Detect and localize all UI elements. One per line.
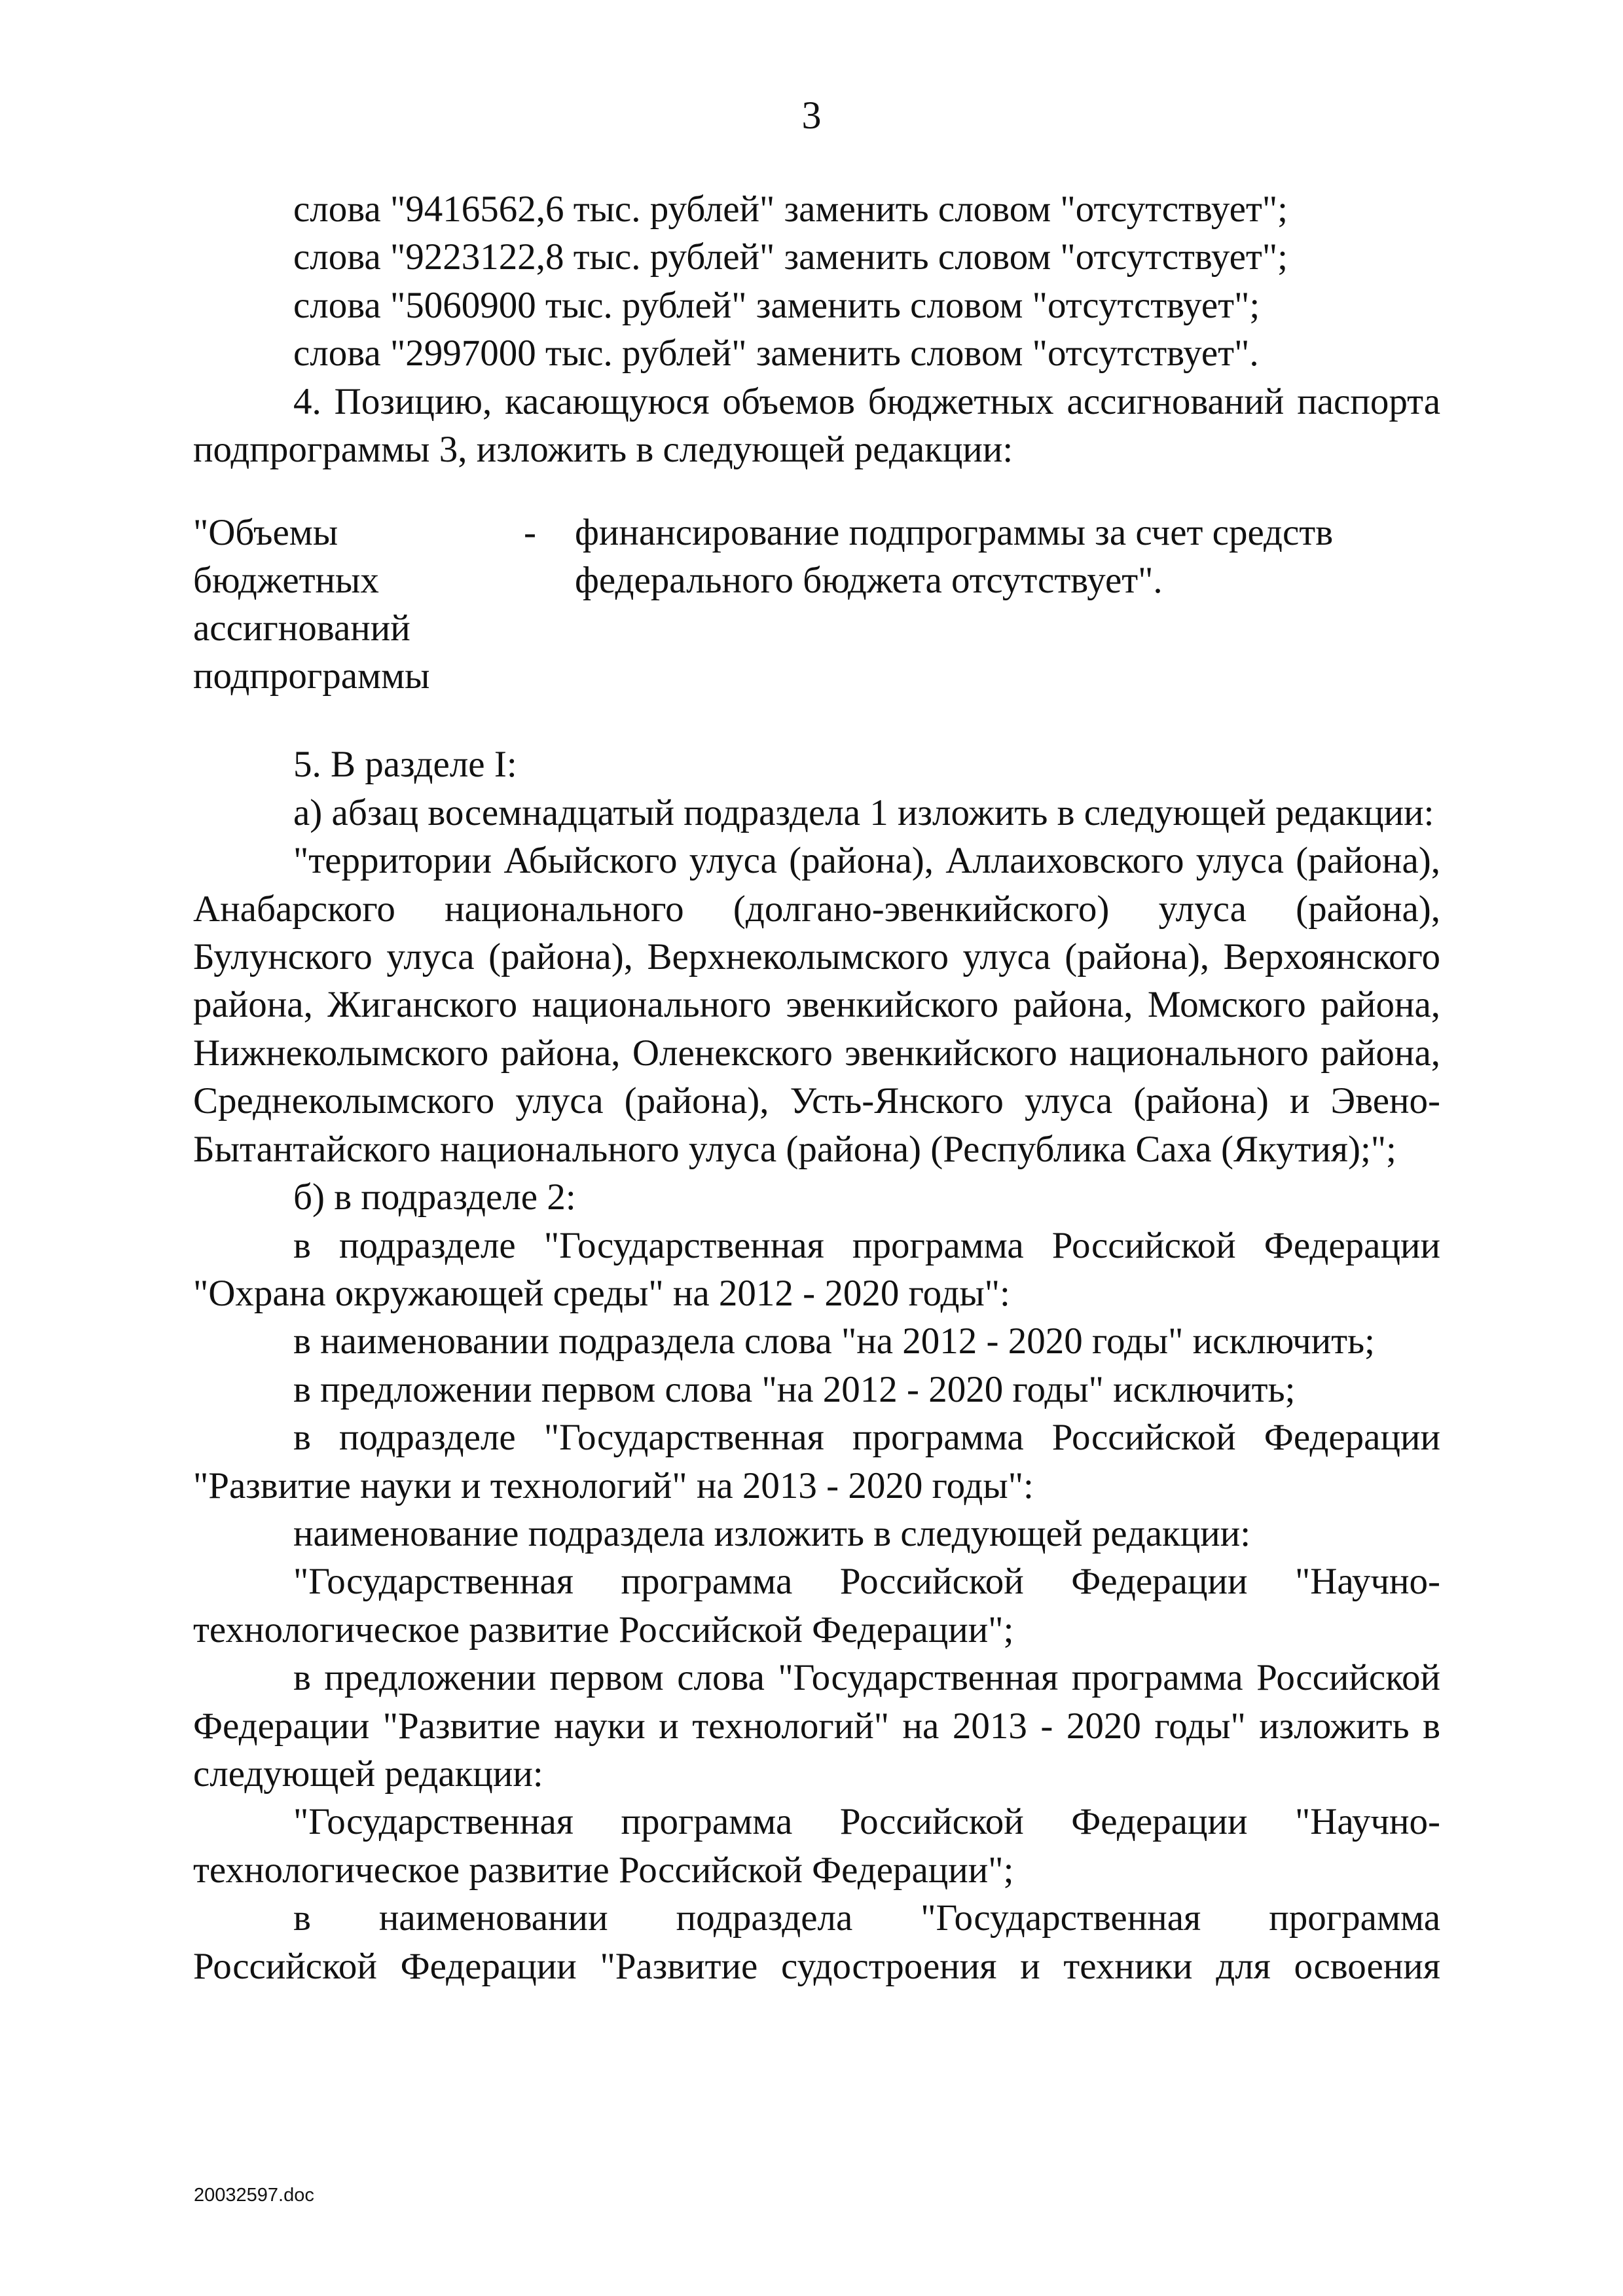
passport-value: финансирование подпрограммы за счет средств федерального бюджета отсутствует". [575, 512, 1334, 602]
item-5a-paragraph: а) абзац восемнадцатый подраздела 1 изложить в следующей редакции: [293, 792, 1434, 833]
document-body [193, 185, 1440, 1990]
replace-line-3: слова "5060900 тыс. рублей" заменить словом "отсутствует"; [293, 284, 1260, 326]
passport-label: "Объемы бюджетных ассигнований подпрограммы [193, 512, 430, 697]
env-subsection-paragraph: в подразделе "Государственная программа Российской Федерации "Охрана окружающей среды" на 2012 - 2020 годы": [193, 1224, 1440, 1314]
passport-dash: - [524, 512, 536, 554]
replace-line-1: слова "9416562,6 тыс. рублей" заменить словом "отсутствует"; [293, 189, 1288, 230]
replace-line-4: слова "2997000 тыс. рублей" заменить словом "отсутствует". [293, 333, 1259, 374]
item-5b-heading: б) в подразделе 2: [293, 1176, 576, 1218]
sci-subsection-paragraph: в подразделе "Государственная программа Российской Федерации "Развитие науки и технологий" на 2013 - 2020 годы": [193, 1417, 1440, 1506]
env-first-sentence-paragraph: в предложении первом слова "на 2012 - 2020 годы" исключить; [293, 1368, 1296, 1410]
file-reference: 20032597.doc [194, 2185, 314, 2206]
shipbuilding-line-2: Российской Федерации "Развитие судостроения и техники для освоения [193, 1945, 1440, 1987]
sci-new-name-quote: "Государственная программа Российской Федерации "Научно-технологическое развитие Российской Федерации"; [193, 1561, 1440, 1650]
sci-name-paragraph: наименование подраздела изложить в следующей редакции: [293, 1512, 1251, 1554]
shipbuilding-line-1: в наименовании подраздела "Государственная программа [293, 1897, 1440, 1939]
item-5-heading: 5. В разделе I: [293, 744, 517, 786]
replace-line-2: слова "9223122,8 тыс. рублей" заменить словом "отсутствует"; [293, 236, 1288, 278]
territories-quote: "территории Абыйского улуса (района), Аллаиховского улуса (района), Анабарского национального (долгано-эвенкийского) улуса (района), Булунского улуса (района), Верхнеколымского улуса (района), Верхоянского района, Жиганского национального эвенкийского района, Момского района, Нижнеколымского района, Оленекского эвенкийского национального района, Среднеколымского улуса (района), Усть-Янского улуса (района) и Эвено-Бытантайского национального улуса (района) (Республика Саха (Якутия);"; [193, 840, 1440, 1170]
env-name-paragraph: в наименовании подраздела слова "на 2012 - 2020 годы" исключить; [293, 1321, 1375, 1362]
page-number: 3 [801, 94, 822, 137]
sci-new-text-quote: "Государственная программа Российской Федерации "Научно-технологическое развитие Российской Федерации"; [193, 1801, 1440, 1891]
sci-first-sentence-paragraph: в предложении первом слова "Государственная программа Российской Федерации "Развитие науки и технологий" на 2013 - 2020 годы" изложить в следующей редакции: [193, 1657, 1440, 1795]
item-4-paragraph: 4. Позицию, касающуюся объемов бюджетных ассигнований паспорта подпрограммы 3, изложить в следующей редакции: [193, 380, 1440, 471]
passport-table [193, 509, 1440, 700]
